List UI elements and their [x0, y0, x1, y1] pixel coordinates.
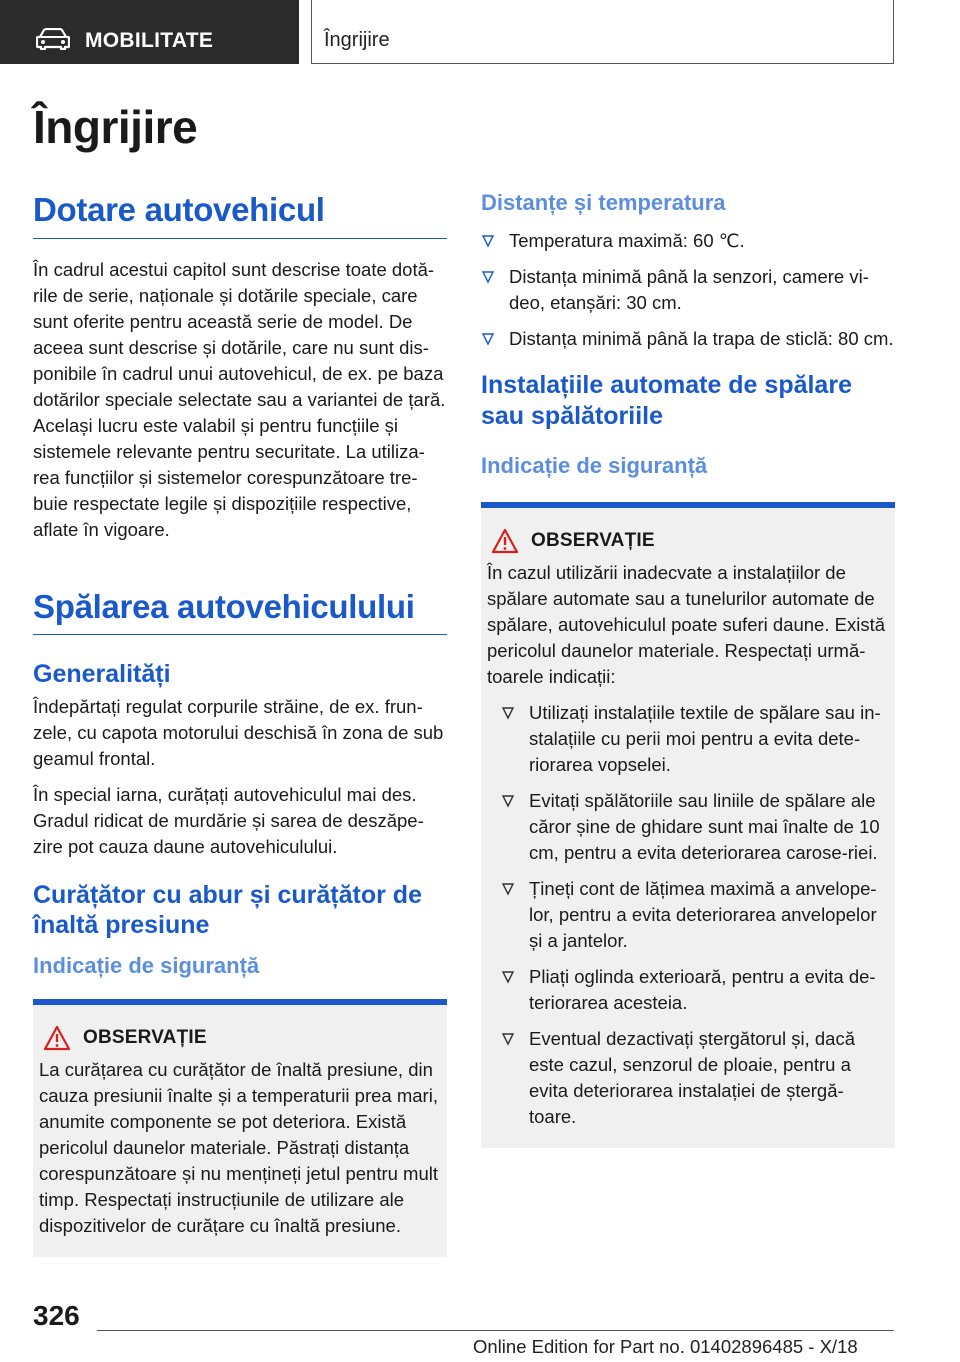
heading-spalarea: Spălarea autovehiculului	[33, 587, 447, 636]
paragraph-generalitati-1: Îndepărtați regulat corpurile străine, de ex. frun-zele, cu capota motorului deschisă în zona de sub geamul frontal.	[33, 695, 444, 769]
footer-edition: Online Edition for Part no. 01402896485 - X/18	[473, 1336, 858, 1357]
breadcrumb	[311, 0, 894, 64]
heading-generalitati: Generalități	[33, 660, 171, 689]
warning-header	[487, 528, 889, 554]
triangle-bullet-icon	[481, 332, 495, 346]
section-label: MOBILITATE	[85, 29, 214, 52]
warning-header	[39, 1025, 441, 1051]
list-item: Utilizați instalațiile textile de spălare sau in-stalațiile cu perii moi pentru a evita dete-riorarea vopselei.	[487, 700, 889, 778]
triangle-bullet-icon	[501, 1032, 515, 1046]
list-item: Țineți cont de lățimea maximă a anvelope-lor, pentru a evita deteriorarea anvelopelor și a jantelor.	[487, 876, 889, 954]
list-item: Evitați spălătoriile sau liniile de spălare ale căror șine de ghidare sunt mai înalte de 10 cm, pentru a evita deteriorarea carose-riei.	[487, 788, 889, 866]
heading-curatator: Curățător cu abur și curățător de înaltă presiune	[33, 880, 422, 940]
heading-indicatie-right: Indicație de siguranță	[481, 453, 708, 479]
list-item: Distanța minimă până la trapa de sticlă: 80 cm.	[481, 326, 895, 352]
warning-text: La curățarea cu curățător de înaltă presiune, din cauza presiunii înalte și a temperaturii prea mari, anumite componente se pot deteriora. Există pericolul daunelor materiale. Păstrați distanța corespunzătoare și nu mențineți jetul pentru mult timp. Respectați instrucțiunile de utilizare ale dispozitivelor de curățare cu înaltă presiune.	[39, 1059, 438, 1237]
paragraph-dotare: În cadrul acestui capitol sunt descrise toate dotă-rile de serie, naționale și dotările speciale, care sunt oferite pentru această serie de model. De aceea sunt descrise și dotările, care nu sunt dis-ponibile în cadrul unui autovehicul, de ex. pe baza dotărilor speciale selectate sau a variantei de țară. Același lucru este valabil și pentru funcțiile și sistemele relevante pentru securitate. La utiliza-rea funcțiilor și sistemelor corespunzătoare tre-buie respectate legile și dispozițiile respective, aflate în vigoare.	[33, 258, 446, 540]
triangle-bullet-icon	[501, 882, 515, 896]
warning-title: OBSERVAȚIE	[531, 529, 655, 551]
heading-distante: Distanțe și temperatura	[481, 190, 726, 215]
warning-triangle-icon	[491, 528, 519, 554]
breadcrumb-label: Îngrijire	[324, 29, 390, 51]
heading-indicatie-left: Indicație de siguranță	[33, 952, 260, 978]
warning-triangle-icon	[43, 1025, 71, 1051]
list-item: Pliați oglinda exterioară, pentru a evita de-teriorarea acesteia.	[487, 964, 889, 1016]
warning-list	[487, 700, 889, 1130]
warning-title: OBSERVAȚIE	[83, 1027, 207, 1049]
warning-text: În cazul utilizării inadecvate a instalațiilor de spălare automate sau a tunelurilor automate de spălare, autovehiculul poate suferi daune. Există pericolul daunelor materiale. Respectați urmă-toarele indicații:	[487, 561, 886, 687]
car-icon	[36, 28, 70, 50]
section-tab[interactable]	[0, 0, 299, 64]
list-item: Eventual dezactivați ștergătorul și, dacă este cazul, senzorul de ploaie, pentru a evita deteriorarea instalației de ștergă-toare.	[487, 1026, 889, 1130]
distance-list	[481, 228, 895, 352]
warning-box-left	[33, 999, 447, 1257]
list-item: Distanța minimă până la senzori, camere vi-deo, etanșări: 30 cm.	[481, 264, 895, 316]
page-number: 326	[33, 1300, 80, 1331]
right-column	[481, 190, 895, 1148]
left-column	[33, 190, 447, 1257]
triangle-bullet-icon	[501, 706, 515, 720]
footer-divider	[97, 1330, 894, 1331]
triangle-bullet-icon	[501, 794, 515, 808]
paragraph-generalitati-2: În special iarna, curățați autovehiculul mai des. Gradul ridicat de murdărie și sarea de deszăpe-zire pot cauza daune autovehiculului.	[33, 783, 424, 857]
triangle-bullet-icon	[501, 970, 515, 984]
page-title: Îngrijire	[33, 101, 198, 153]
triangle-bullet-icon	[481, 234, 495, 248]
warning-box-right	[481, 502, 895, 1148]
list-item: Temperatura maximă: 60 ℃.	[481, 228, 895, 254]
triangle-bullet-icon	[481, 270, 495, 284]
heading-dotare: Dotare autovehicul	[33, 190, 447, 239]
heading-instalatii: Instalațiile automate de spălare sau spălătoriile	[481, 371, 852, 430]
